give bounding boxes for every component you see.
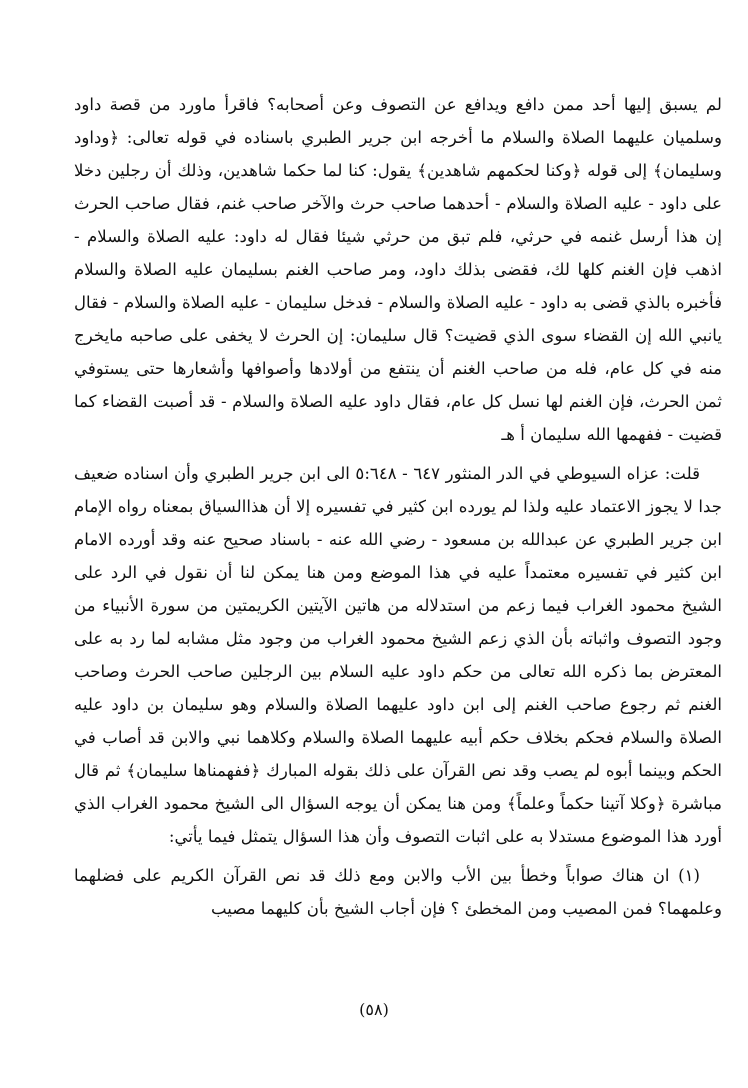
page-body	[74, 88, 722, 925]
paragraph-question-1: (١) ان هناك صواباً وخطأ بين الأب والابن ومع ذلك قد نص القرآن الكريم على فضلهما وعلمهما؟ فمن المصيب ومن المخطئ ؟ فإن أجاب الشيخ بأن كليهما مصيب	[74, 866, 722, 918]
paragraph-story: لم يسبق إليها أحد ممن دافع ويدافع عن التصوف وعن أصحابه؟ فاقرأ ماورد من قصة داود وسلميان عليهما الصلاة والسلام ما أخرجه ابن جرير الطبري باسناده في قوله تعالى: ﴿وداود وسليمان﴾ إلى قوله ﴿وكنا لحكمهم شاهدين﴾ يقول: كنا لما حكما شاهدين، وذلك أن رجلين دخلا على داود - عليه الصلاة والسلام - أحدهما صاحب حرث والآخر صاحب غنم، فقال صاحب الحرث إن هذا أرسل غنمه في حرثي، فلم تبق من حرثي شيئا فقال له داود: عليه الصلاة والسلام - اذهب فإن الغنم كلها لك، فقضى بذلك داود، ومر صاحب الغنم بسليمان عليه الصلاة والسلام فأخبره بالذي قضى به داود - عليه الصلاة والسلام - فدخل سليمان - عليه الصلاة والسلام - فقال يانبي الله إن القضاء سوى الذي قضيت؟ قال سليمان: إن الحرث لا يخفى على صاحبه مايخرج منه في كل عام، فله من صاحب الغنم أن ينتفع من أولادها وأصوافها وأشعارها حتى يستوفي ثمن الحرث، فإن الغنم لها نسل كل عام، فقال داود عليه الصلاة والسلام - قد أصبت القضاء كما قضيت - ففهمها الله سليمان أ هـ	[74, 95, 722, 444]
page-number: (٥٨)	[359, 1000, 389, 1019]
paragraph-commentary: قلت: عزاه السيوطي في الدر المنثور ٦٤٧ - ٥:٦٤٨ الى ابن جرير الطبري وأن اسناده ضعيف جدا لا يجوز الاعتماد عليه ولذا لم يورده ابن كثير في تفسيره إلا أن هذاالسياق بمعناه رواه الإمام ابن جرير الطبري عن عبدالله بن مسعود - رضي الله عنه - باسناد صحيح عنه وقد أورده الامام ابن كثير في تفسيره معتمداً عليه في هذا الموضع ومن هنا يمكن لنا أن نقول في الرد على الشيخ محمود الغراب فيما زعم من استدلاله من هاتين الآيتين الكريمتين من سورة الأنبياء من وجود التصوف واثباته بأن الذي زعم الشيخ محمود الغراب من وجود مثل مشابه لما رد به على المعترض بما ذكره الله تعالى من حكم داود عليه السلام بين الرجلين صاحب الحرث وصاحب الغنم ثم رجوع صاحب الغنم إلى ابن داود عليهما الصلاة والسلام وهو سليمان بن داود عليه الصلاة والسلام فحكم بخلاف حكم أبيه عليهما الصلاة والسلام وكلاهما نبي والابن قد أصاب في الحكم وبينما أبوه لم يصب وقد نص القرآن على ذلك بقوله المبارك ﴿ففهمناها سليمان﴾ ثم قال مباشرة ﴿وكلا آتينا حكماً وعلماً﴾ ومن هنا يمكن أن يوجه السؤال الى الشيخ محمود الغراب الذي أورد هذا الموضوع مستدلا به على اثبات التصوف وأن هذا السؤال يتمثل فيما يأتي:	[74, 464, 722, 846]
